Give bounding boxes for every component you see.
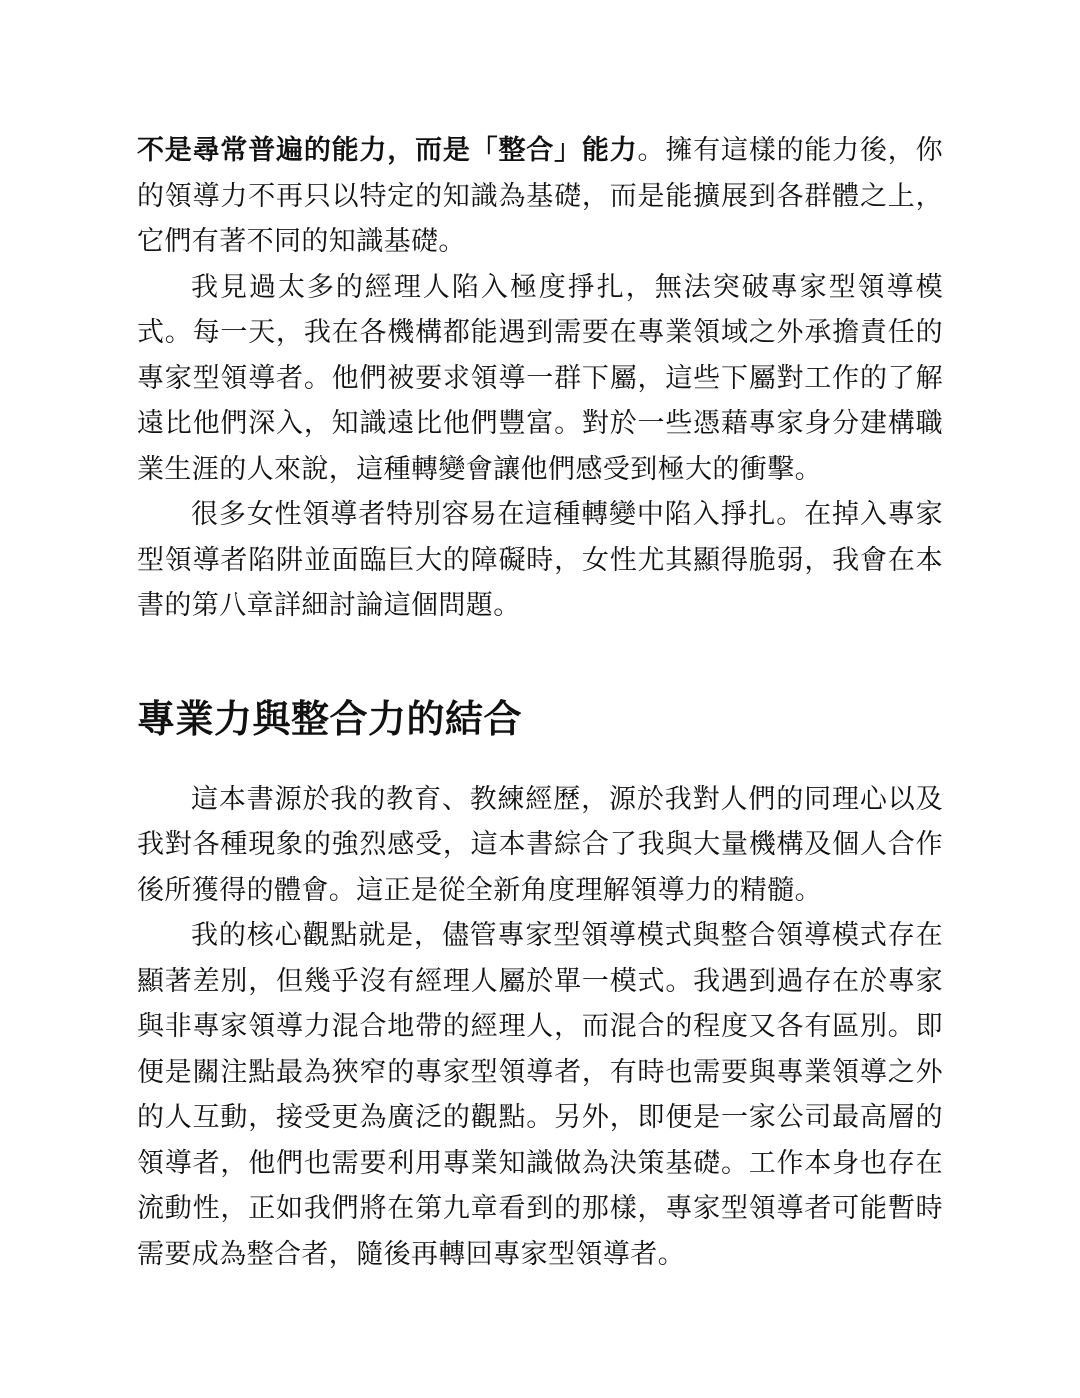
body-paragraph: 我的核心觀點就是，儘管專家型領導模式與整合領導模式存在顯著差別，但幾乎沒有經理人屬於單一模式。我遇到過存在於專家與非專家領導力混合地帶的經理人，而混合的程度又各有區別。即便是關注點最為狹窄的專家型領導者，有時也需要與專業領導之外的人互動，接受更為廣泛的觀點。另外，即便是一家公司最高層的領導者，他們也需要利用專業知識做為決策基礎。工作本身也存在流動性，正如我們將在第九章看到的那樣，專家型領導者可能暫時需要成為整合者，隨後再轉回專家型領導者。 bbox=[137, 920, 943, 1270]
page-body bbox=[137, 128, 943, 1277]
body-paragraph: 我見過太多的經理人陷入極度掙扎，無法突破專家型領導模式。每一天，我在各機構都能遇到需要在專業領域之外承擔責任的專家型領導者。他們被要求領導一群下屬，這些下屬對工作的了解遠比他們深入，知識遠比他們豐富。對於一些憑藉專家身分建構職業生涯的人來說，這種轉變會讓他們感受到極大的衝擊。 bbox=[137, 271, 943, 485]
emphasized-text: 不是尋常普遍的能力，而是「整合」能力 bbox=[137, 135, 638, 166]
intro-paragraph bbox=[137, 128, 943, 265]
section-heading: 專業力與整合力的結合 bbox=[137, 696, 523, 741]
body-paragraph: 很多女性領導者特別容易在這種轉變中陷入掙扎。在掉入專家型領導者陷阱並面臨巨大的障礙時，女性尤其顯得脆弱，我會在本書的第八章詳細討論這個問題。 bbox=[137, 499, 943, 621]
intro-paragraph-text: 。擁有這樣的能力後，你的領導力不再只以特定的知識為基礎，而是能擴展到各群體之上，它們有著不同的知識基礎。 bbox=[137, 135, 943, 257]
body-paragraph: 這本書源於我的教育、教練經歷，源於我對人們的同理心以及我對各種現象的強烈感受，這本書綜合了我與大量機構及個人合作後所獲得的體會。這正是從全新角度理解領導力的精髓。 bbox=[137, 783, 943, 906]
